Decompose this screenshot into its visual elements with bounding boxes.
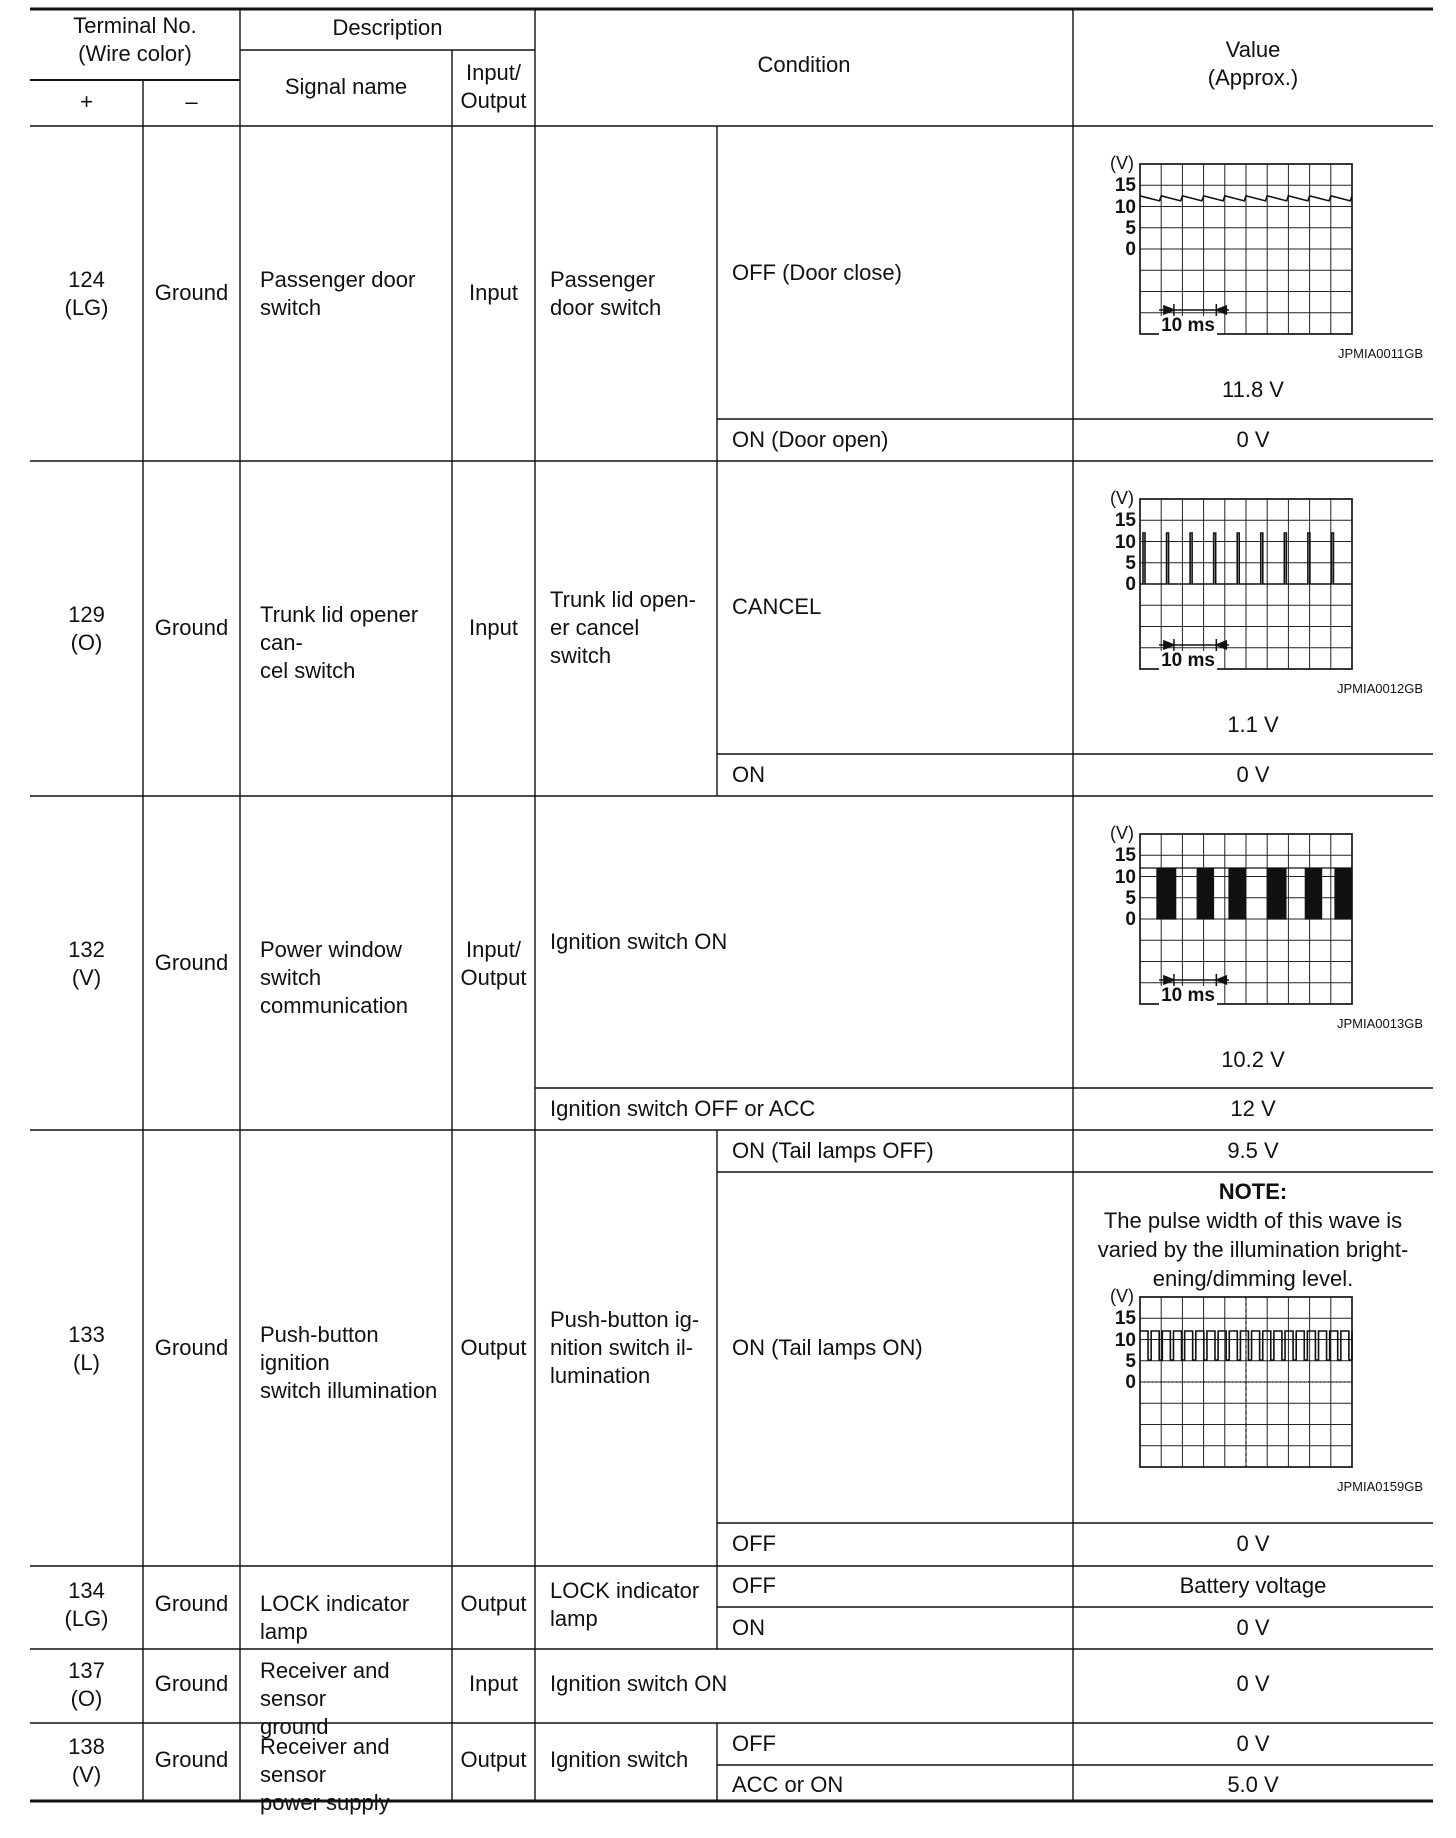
terminal-cell: 133 (L) bbox=[68, 1322, 105, 1375]
scope-unit-label: (V) bbox=[1110, 153, 1134, 173]
ground-cell: Ground bbox=[154, 1671, 229, 1696]
figure-code: JPMIA0159GB bbox=[1337, 1479, 1423, 1494]
value-cell: 0 V bbox=[1236, 762, 1270, 787]
scope-y-tick: 10 bbox=[1114, 866, 1136, 888]
figure-code: JPMIA0012GB bbox=[1337, 681, 1423, 696]
condition-cell: ACC or ON bbox=[732, 1772, 844, 1797]
value-cell: 0 V bbox=[1236, 1615, 1270, 1640]
value-cell: 5.0 V bbox=[1227, 1772, 1279, 1797]
terminal-cell: 134 (LG) bbox=[64, 1578, 109, 1631]
io-cell: Input/ Output bbox=[460, 937, 527, 990]
time-div-label: 10 ms bbox=[1161, 650, 1215, 671]
time-div-label: 10 ms bbox=[1161, 315, 1215, 336]
ground-cell: Ground bbox=[154, 615, 229, 640]
note-text: The pulse width of this wave is varied by the illumination bright- ening/dimming level. bbox=[1097, 1208, 1409, 1291]
condition-cell: Ignition switch ON bbox=[550, 929, 728, 954]
signal-cell: Trunk lid opener can- cel switch bbox=[260, 602, 419, 683]
condition-cell: ON bbox=[732, 1615, 765, 1640]
terminal-no-header: Terminal No. (Wire color) bbox=[73, 13, 197, 66]
scope-unit-label: (V) bbox=[1110, 488, 1134, 508]
condition-cell: OFF (Door close) bbox=[732, 260, 902, 285]
terminal-cell: 137 (O) bbox=[68, 1658, 105, 1711]
io-header: Input/ Output bbox=[460, 60, 527, 113]
condition-cell: OFF bbox=[732, 1531, 776, 1556]
value-header: Value (Approx.) bbox=[1207, 37, 1299, 90]
value-cell: 0 V bbox=[1236, 1731, 1270, 1756]
value-cell: 10.2 V bbox=[1221, 1047, 1285, 1072]
scope-y-tick: 10 bbox=[1114, 1329, 1136, 1351]
scope-unit-label: (V) bbox=[1110, 823, 1134, 843]
description-header: Description bbox=[332, 15, 443, 40]
condition-cell: ON (Door open) bbox=[732, 427, 889, 452]
scope-y-tick: 0 bbox=[1125, 574, 1136, 595]
condition-main-cell: Passenger door switch bbox=[550, 267, 662, 320]
terminal-cell: 138 (V) bbox=[68, 1734, 105, 1787]
io-cell: Input bbox=[469, 280, 518, 305]
terminal-table bbox=[30, 6, 1433, 1815]
scope-y-tick: 10 bbox=[1114, 531, 1136, 553]
scope-y-tick: 5 bbox=[1125, 217, 1136, 239]
value-cell: 0 V bbox=[1236, 1671, 1270, 1696]
scope-y-tick: 10 bbox=[1114, 196, 1136, 218]
io-cell: Output bbox=[460, 1335, 527, 1360]
signal-cell: Receiver and sensor ground bbox=[260, 1658, 390, 1739]
figure-code: JPMIA0011GB bbox=[1337, 346, 1423, 361]
plus-header: + bbox=[80, 89, 93, 114]
scope-y-tick: 0 bbox=[1125, 1372, 1136, 1393]
ground-cell: Ground bbox=[154, 1335, 229, 1360]
scope-y-tick: 15 bbox=[1114, 1308, 1136, 1330]
terminal-cell: 129 (O) bbox=[68, 602, 105, 655]
value-cell: 9.5 V bbox=[1227, 1138, 1279, 1163]
value-cell: 1.1 V bbox=[1227, 712, 1279, 737]
signal-cell: Power window switch communication bbox=[260, 937, 408, 1018]
condition-cell: CANCEL bbox=[732, 594, 822, 619]
value-cell: 11.8 V bbox=[1222, 377, 1284, 402]
ground-cell: Ground bbox=[154, 1747, 229, 1772]
condition-main-cell: Trunk lid open- er cancel switch bbox=[550, 587, 696, 668]
value-cell: 0 V bbox=[1236, 1531, 1270, 1556]
scope-y-tick: 5 bbox=[1125, 1350, 1136, 1372]
condition-cell: ON bbox=[732, 762, 765, 787]
value-cell: 0 V bbox=[1236, 427, 1270, 452]
time-div-label: 10 ms bbox=[1161, 985, 1215, 1006]
scope-unit-label: (V) bbox=[1110, 1286, 1134, 1306]
terminal-cell: 132 (V) bbox=[68, 937, 105, 990]
signal-cell: LOCK indicator lamp bbox=[260, 1591, 410, 1644]
signal-cell: Receiver and sensor power supply bbox=[260, 1734, 390, 1815]
ground-cell: Ground bbox=[154, 1591, 229, 1616]
terminal-cell: 124 (LG) bbox=[64, 267, 109, 320]
condition-header: Condition bbox=[757, 52, 851, 77]
condition-main-cell: Push-button ig- nition switch il- lumination bbox=[550, 1307, 700, 1388]
value-cell: Battery voltage bbox=[1179, 1573, 1327, 1598]
io-cell: Output bbox=[460, 1591, 527, 1616]
condition-main-cell: LOCK indicator lamp bbox=[550, 1578, 700, 1631]
scope-y-tick: 15 bbox=[1114, 845, 1136, 867]
scope-y-tick: 15 bbox=[1114, 510, 1136, 532]
signal-cell: Passenger door switch bbox=[260, 267, 416, 320]
scope-y-tick: 0 bbox=[1125, 909, 1136, 930]
scope-y-tick: 5 bbox=[1125, 887, 1136, 909]
ground-cell: Ground bbox=[154, 950, 229, 975]
condition-cell: OFF bbox=[732, 1573, 776, 1598]
condition-main-cell: Ignition switch bbox=[550, 1747, 689, 1772]
note-title: NOTE: bbox=[1218, 1179, 1288, 1204]
ground-cell: Ground bbox=[154, 280, 229, 305]
io-cell: Input bbox=[469, 615, 518, 640]
scope-y-tick: 5 bbox=[1125, 552, 1136, 574]
condition-cell: Ignition switch OFF or ACC bbox=[550, 1096, 816, 1121]
figure-code: JPMIA0013GB bbox=[1337, 1016, 1423, 1031]
condition-cell: ON (Tail lamps ON) bbox=[732, 1335, 923, 1360]
scope-y-tick: 0 bbox=[1125, 239, 1136, 260]
condition-cell: OFF bbox=[732, 1731, 776, 1756]
signal-name-header: Signal name bbox=[284, 74, 408, 99]
value-cell: 12 V bbox=[1230, 1096, 1276, 1121]
condition-cell: Ignition switch ON bbox=[550, 1671, 728, 1696]
io-cell: Output bbox=[460, 1747, 527, 1772]
signal-cell: Push-button ignition switch illumination bbox=[260, 1322, 438, 1403]
minus-header: – bbox=[185, 89, 198, 114]
scope-y-tick: 15 bbox=[1114, 175, 1136, 197]
condition-cell: ON (Tail lamps OFF) bbox=[732, 1138, 934, 1163]
io-cell: Input bbox=[469, 1671, 518, 1696]
